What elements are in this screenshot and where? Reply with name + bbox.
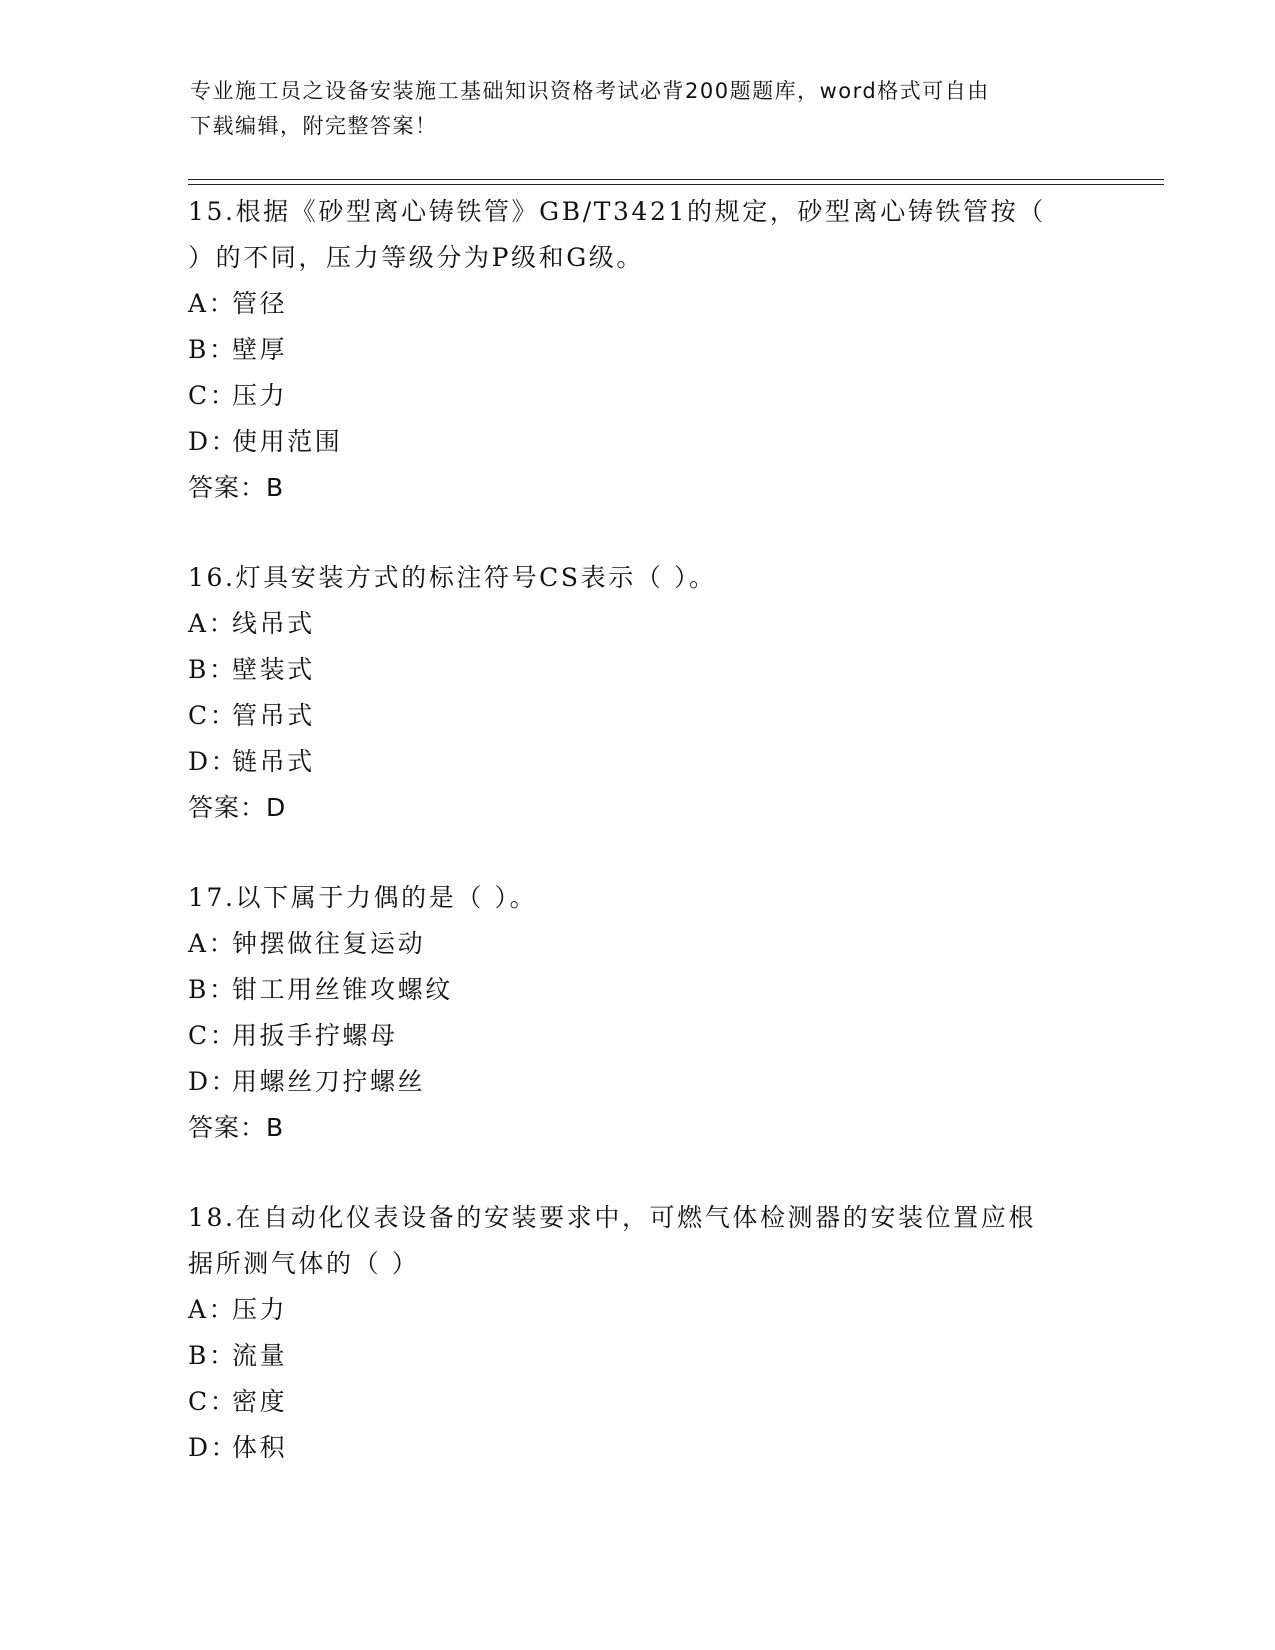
question-15 bbox=[188, 189, 1088, 511]
option-c bbox=[188, 373, 1088, 419]
option-key: A： bbox=[188, 1295, 237, 1324]
header-divider-bottom bbox=[188, 184, 1164, 185]
option-a bbox=[188, 1287, 1088, 1333]
option-b bbox=[188, 1333, 1088, 1379]
option-key: C： bbox=[188, 701, 238, 730]
option-d bbox=[188, 1425, 1088, 1471]
option-key: C： bbox=[188, 381, 238, 410]
option-c bbox=[188, 693, 1088, 739]
option-d bbox=[188, 1059, 1088, 1105]
option-key: C： bbox=[188, 1021, 238, 1050]
option-key: C： bbox=[188, 1387, 238, 1416]
option-text: 用扳手拧螺母 bbox=[232, 1021, 398, 1050]
option-key: A： bbox=[188, 609, 237, 638]
option-key: D： bbox=[188, 1067, 239, 1096]
header-divider-top bbox=[188, 179, 1164, 180]
option-key: B： bbox=[188, 975, 237, 1004]
option-key: B： bbox=[188, 335, 237, 364]
question-stem-line-1: 16.灯具安装方式的标注符号CS表示（ ）。 bbox=[188, 563, 717, 592]
option-text: 线吊式 bbox=[232, 609, 315, 638]
option-text: 密度 bbox=[232, 1387, 288, 1416]
option-key: A： bbox=[188, 929, 237, 958]
option-text: 钟摆做往复运动 bbox=[232, 929, 426, 958]
question-17 bbox=[188, 875, 1088, 1151]
option-text: 压力 bbox=[232, 1295, 288, 1324]
answer-line: 答案：D bbox=[188, 793, 287, 822]
option-text: 链吊式 bbox=[232, 747, 315, 776]
answer-line: 答案：B bbox=[188, 473, 285, 502]
option-text: 用螺丝刀拧螺丝 bbox=[232, 1067, 426, 1096]
option-d bbox=[188, 419, 1088, 465]
option-text: 压力 bbox=[232, 381, 288, 410]
option-key: B： bbox=[188, 655, 237, 684]
header-line-2: 下载编辑，附完整答案！ bbox=[190, 114, 438, 138]
question-stem-line-1: 15.根据《砂型离心铸铁管》GB/T3421的规定，砂型离心铸铁管按（ bbox=[188, 197, 1046, 226]
question-16 bbox=[188, 555, 1088, 831]
question-stem-line-1: 17.以下属于力偶的是（ ）。 bbox=[188, 883, 538, 912]
option-text: 管径 bbox=[232, 289, 288, 318]
header-line-1: 专业施工员之设备安装施工基础知识资格考试必背200题题库，word格式可自由 bbox=[190, 79, 990, 103]
option-key: D： bbox=[188, 747, 239, 776]
option-text: 流量 bbox=[232, 1341, 288, 1370]
option-c bbox=[188, 1379, 1088, 1425]
option-text: 管吊式 bbox=[232, 701, 315, 730]
question-list bbox=[188, 189, 1088, 1515]
document-header bbox=[190, 74, 1090, 144]
question-stem-line-2: 据所测气体的（ ） bbox=[188, 1249, 420, 1278]
option-key: B： bbox=[188, 1341, 237, 1370]
question-stem-line-1: 18.在自动化仪表设备的安装要求中，可燃气体检测器的安装位置应根 bbox=[188, 1203, 1036, 1232]
question-18 bbox=[188, 1195, 1088, 1471]
option-a bbox=[188, 281, 1088, 327]
option-text: 钳工用丝锥攻螺纹 bbox=[232, 975, 453, 1004]
option-d bbox=[188, 739, 1088, 785]
answer-line: 答案：B bbox=[188, 1113, 285, 1142]
option-text: 体积 bbox=[232, 1433, 288, 1462]
option-text: 使用范围 bbox=[232, 427, 343, 456]
option-key: D： bbox=[188, 427, 239, 456]
option-a bbox=[188, 921, 1088, 967]
option-key: A： bbox=[188, 289, 237, 318]
option-a bbox=[188, 601, 1088, 647]
question-stem-line-2: ）的不同，压力等级分为P级和G级。 bbox=[188, 243, 644, 272]
option-key: D： bbox=[188, 1433, 239, 1462]
option-c bbox=[188, 1013, 1088, 1059]
option-text: 壁装式 bbox=[232, 655, 315, 684]
option-b bbox=[188, 327, 1088, 373]
option-b bbox=[188, 967, 1088, 1013]
option-b bbox=[188, 647, 1088, 693]
option-text: 壁厚 bbox=[232, 335, 288, 364]
